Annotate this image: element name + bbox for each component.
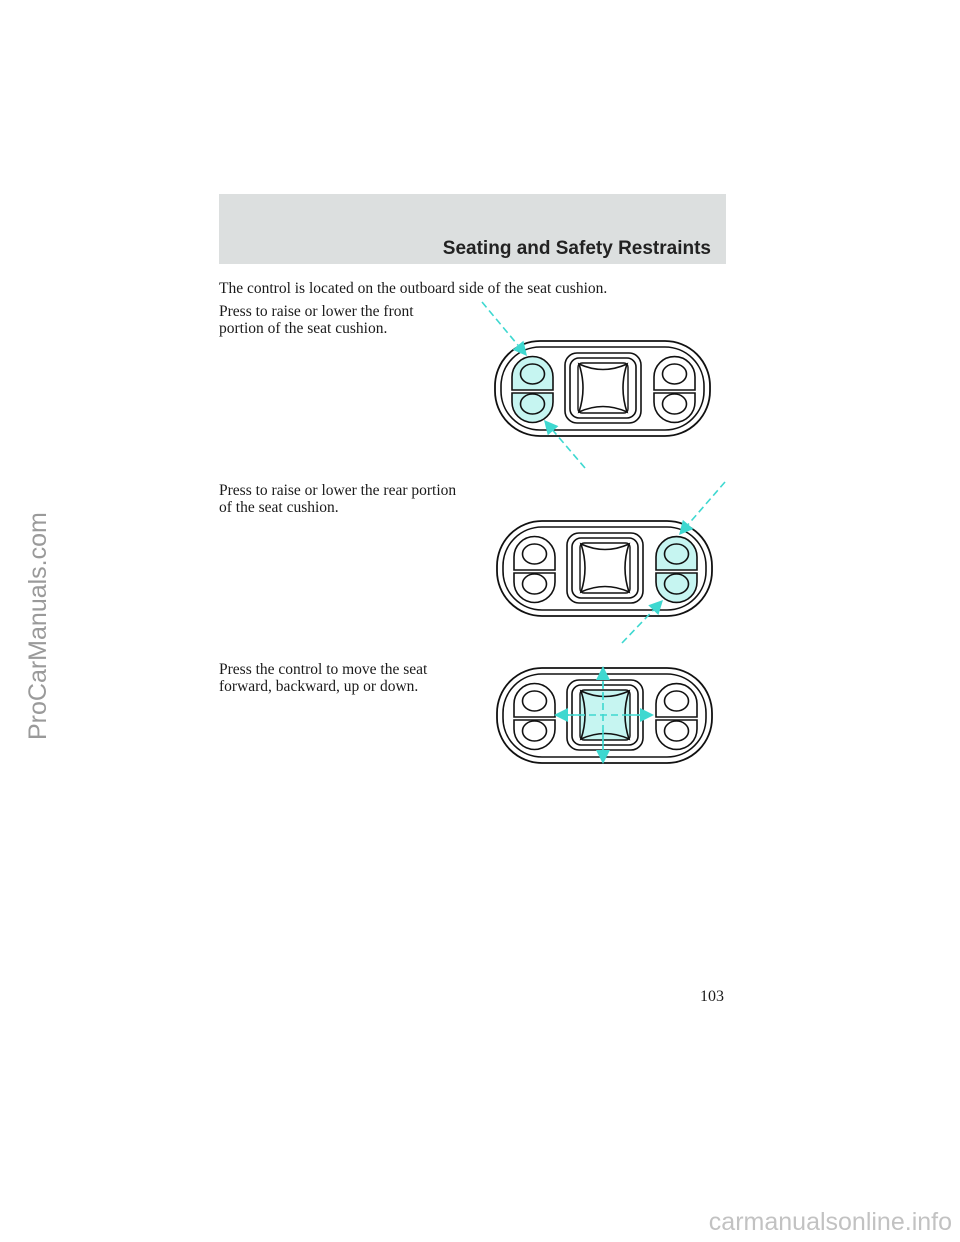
switch-button-pair (656, 537, 697, 603)
section-title: Seating and Safety Restraints (442, 238, 711, 259)
intro-text: The control is located on the outboard side of the seat cushion. (219, 280, 608, 297)
center-joystick (567, 533, 643, 603)
seat-move-text: Press the control to move the seat forward, backward, up or down. (219, 661, 428, 695)
switch-button-pair (514, 537, 555, 603)
footer-watermark: carmanualsonline.info (708, 1208, 952, 1236)
rear-cushion-text: Press to raise or lower the rear portion of the seat cushion. (219, 482, 457, 516)
direction-arrow-icon (482, 302, 527, 356)
switch-button-pair (656, 684, 697, 750)
section-header (219, 194, 726, 264)
direction-arrow-icon (679, 482, 725, 535)
side-watermark: ProCarManuals.com (24, 512, 52, 740)
page-number: 103 (700, 988, 724, 1005)
rear-cushion-control-illustration (480, 480, 730, 650)
switch-button-pair (514, 684, 555, 750)
front-cushion-text: Press to raise or lower the front portion of the seat cushion. (219, 303, 414, 337)
front-cushion-control-illustration (480, 300, 730, 470)
switch-button-pair (654, 357, 695, 423)
seat-move-control-illustration (480, 660, 730, 770)
switch-button-pair (512, 357, 553, 423)
center-joystick (565, 353, 641, 423)
